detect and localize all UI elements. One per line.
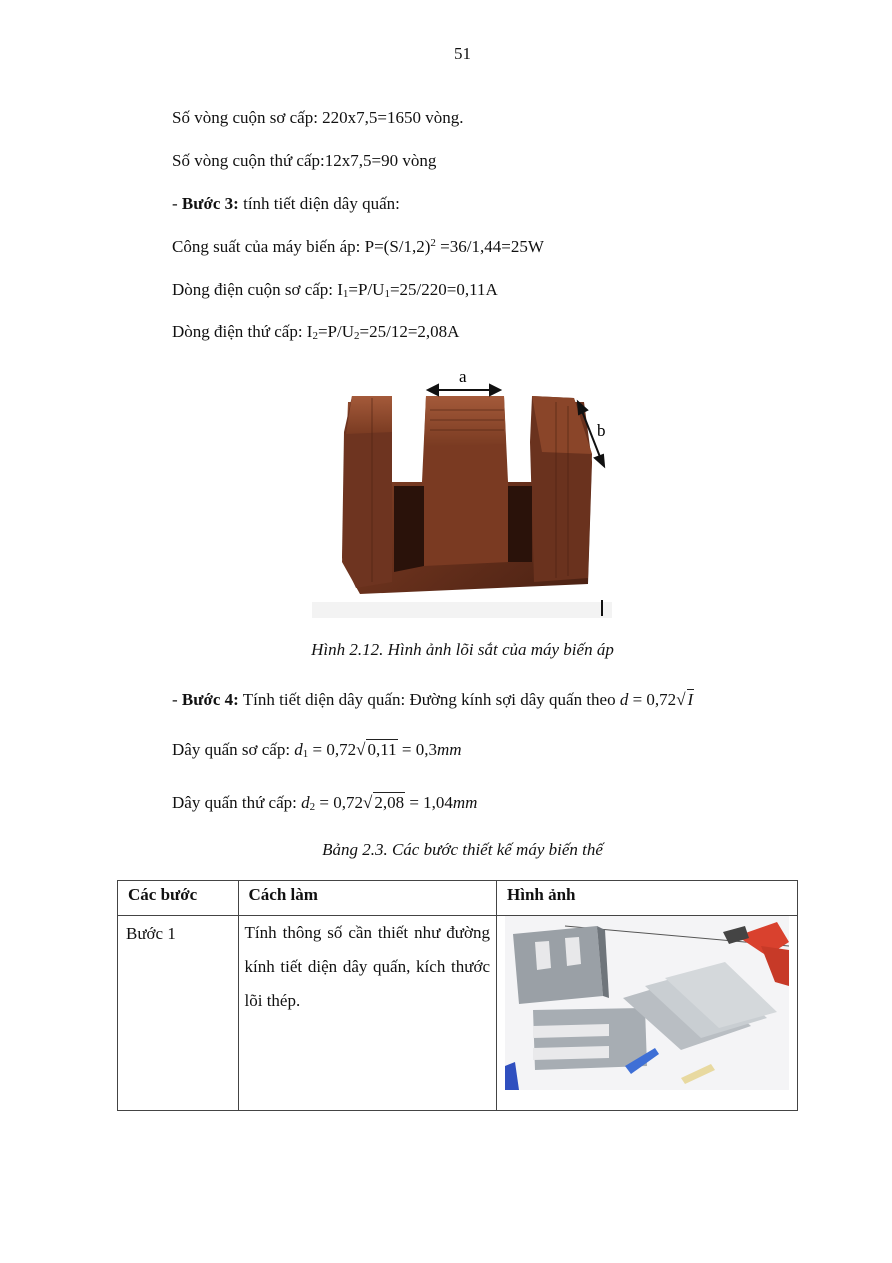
e-lamination-stack — [513, 926, 609, 1004]
power-prefix: Công suất của máy biến áp: P=(S/1,2) — [172, 237, 431, 256]
primary-lhs: d — [294, 740, 303, 759]
header-steps: Các bước — [118, 881, 239, 916]
iron-core-figure — [312, 362, 612, 618]
steel-laminations-photo — [505, 916, 789, 1090]
step3-text: tính tiết diện dây quấn: — [238, 194, 400, 213]
core-window-right — [508, 486, 532, 562]
radical-sign: √ — [356, 740, 366, 759]
core-left-top — [346, 396, 392, 434]
secondary-current-sub1: 2 — [312, 330, 318, 342]
primary-current-prefix: Dòng điện cuộn sơ cấp: I — [172, 280, 343, 299]
secondary-current-prefix: Dòng điện thứ cấp: I — [172, 322, 313, 341]
secondary-eq: = 0,72 — [315, 793, 363, 812]
power-suffix: =36/1,44=25W — [435, 237, 544, 256]
row-step-cell: Bước 1 — [118, 916, 239, 1111]
secondary-unit: mm — [452, 793, 478, 812]
primary-sub: 1 — [302, 748, 309, 760]
formula-eq: = 0,72 — [628, 690, 677, 709]
figure-caption: Hình 2.12. Hình ảnh lõi sắt của máy biến áp — [311, 640, 614, 659]
secondary-radicand: 2,08 — [374, 793, 405, 812]
primary-wire-line — [172, 739, 462, 760]
secondary-current-line — [172, 322, 459, 342]
formula-lhs: d — [619, 690, 629, 709]
primary-rhs: = 0,3 — [397, 740, 437, 759]
primary-current-mid: =P/U — [348, 280, 385, 299]
secondary-current-sub2: 2 — [354, 330, 360, 342]
primary-radicand: 0,11 — [367, 740, 397, 759]
figure-floor — [312, 602, 612, 618]
step3-label: Bước 3: — [181, 194, 239, 213]
radical-sign: √ — [676, 690, 686, 709]
secondary-sub: 2 — [309, 801, 316, 813]
dimension-a-label: a — [459, 367, 467, 386]
primary-current-sub1: 1 — [342, 288, 349, 300]
step3-prefix: - — [172, 194, 182, 213]
primary-current-line — [172, 280, 498, 300]
step4-heading — [172, 689, 694, 710]
step4-prefix: - — [172, 690, 182, 709]
secondary-rhs: = 1,04 — [405, 793, 453, 812]
core-window-left — [394, 486, 424, 572]
secondary-lhs: d — [301, 793, 310, 812]
primary-wire-label: Dây quấn sơ cấp: — [172, 740, 295, 759]
secondary-wire-label: Dây quấn thứ cấp: — [172, 793, 302, 812]
step4-text: Tính tiết diện dây quấn: Đường kính sợi dây quấn theo — [238, 690, 620, 709]
dimension-a-arrow — [428, 385, 500, 395]
secondary-wire-line — [172, 792, 477, 813]
table-caption: Bảng 2.3. Các bước thiết kế máy biến thế — [322, 840, 603, 859]
dimension-b-label: b — [597, 421, 606, 440]
radical-sign: √ — [362, 793, 373, 812]
header-image: Hình ảnh — [497, 881, 798, 916]
design-steps-table — [117, 880, 798, 1111]
primary-current-suffix: =25/220=0,11A — [389, 280, 498, 299]
secondary-wire-formula — [301, 793, 477, 812]
secondary-turns-line: Số vòng cuộn thứ cấp:12x7,5=90 vòng — [172, 151, 437, 170]
secondary-current-mid: =P/U — [317, 322, 355, 341]
primary-eq: = 0,72 — [308, 740, 357, 759]
primary-unit: mm — [436, 740, 462, 759]
primary-turns-line: Số vòng cuộn sơ cấp: 220x7,5=1650 vòng. — [172, 108, 464, 127]
primary-current-sub2: 1 — [384, 288, 390, 300]
power-exponent: 2 — [430, 237, 436, 249]
page-number: 51 — [454, 44, 471, 63]
formula-radicand: I — [687, 690, 694, 709]
row-method-cell: Tính thông số cần thiết như đường kính tiết diện dây quấn, kích thước lõi thép. — [238, 916, 496, 1111]
secondary-current-suffix: =25/12=2,08A — [359, 322, 460, 341]
step4-label: Bước 4: — [181, 690, 239, 709]
header-method: Cách làm — [238, 881, 496, 916]
table-header-row — [118, 881, 798, 916]
primary-wire-formula — [294, 740, 461, 759]
core-middle-top — [424, 396, 506, 446]
row-image-cell — [497, 916, 798, 1111]
table-row — [118, 916, 798, 1111]
diameter-formula — [620, 690, 694, 709]
step3-heading — [172, 194, 400, 214]
power-line — [172, 237, 544, 257]
e-lamination-flat — [533, 1008, 647, 1070]
